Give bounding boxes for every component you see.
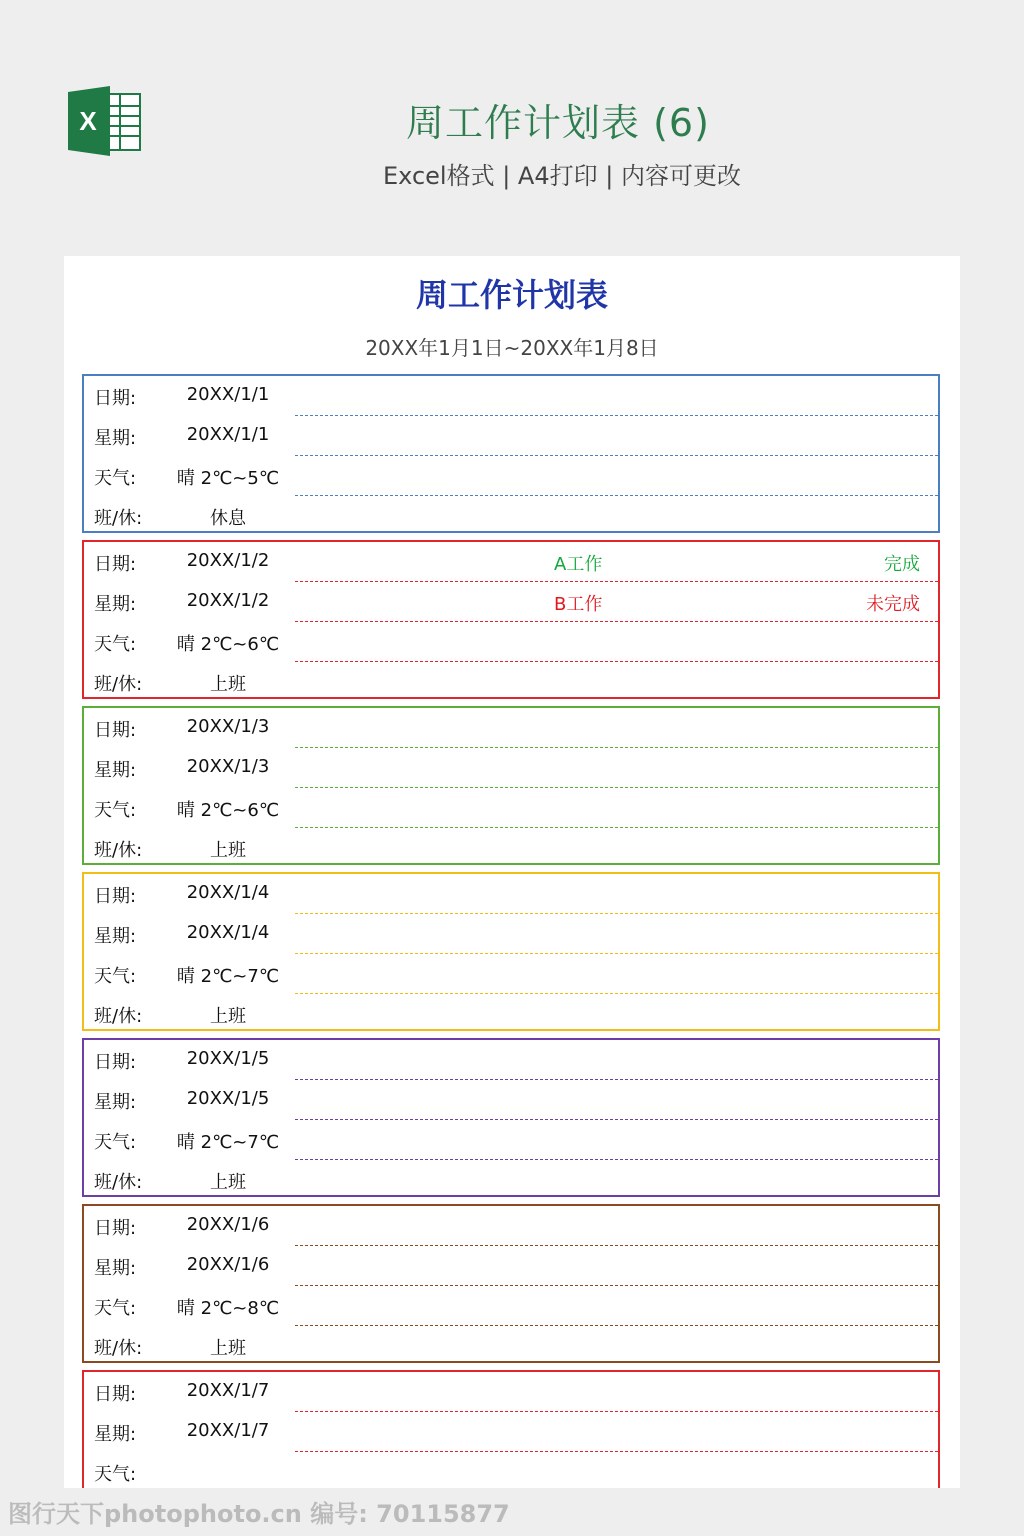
shift-value[interactable]: 上班 <box>210 1172 246 1193</box>
day-block <box>82 872 940 1031</box>
date-value[interactable]: 20XX/1/5 <box>186 1048 270 1069</box>
weather-value[interactable]: 晴 2℃~7℃ <box>176 1132 280 1153</box>
shift-label: 班/休: <box>94 1338 143 1359</box>
task-line[interactable] <box>295 913 938 914</box>
task-line[interactable] <box>295 993 938 994</box>
task-line[interactable] <box>295 495 938 496</box>
task-line[interactable] <box>295 747 938 748</box>
task-line[interactable] <box>295 1245 938 1246</box>
day-block <box>82 374 940 533</box>
weekday-label: 星期: <box>94 926 137 947</box>
weekday-value[interactable]: 20XX/1/1 <box>186 424 270 445</box>
weekday-label: 星期: <box>94 760 137 781</box>
date-value[interactable]: 20XX/1/7 <box>186 1380 270 1401</box>
day-block <box>82 706 940 865</box>
task-line[interactable] <box>295 953 938 954</box>
weekday-label: 星期: <box>94 428 137 449</box>
worksheet <box>64 256 960 1488</box>
weekday-label: 星期: <box>94 1092 137 1113</box>
weekday-label: 星期: <box>94 1424 137 1445</box>
date-value[interactable]: 20XX/1/3 <box>186 716 270 737</box>
weekday-value[interactable]: 20XX/1/3 <box>186 756 270 777</box>
shift-label: 班/休: <box>94 840 143 861</box>
sheet-title: 周工作计划表 <box>415 276 608 314</box>
weather-value[interactable]: 晴 2℃~7℃ <box>176 966 280 987</box>
weather-value[interactable]: 晴 2℃~6℃ <box>176 634 280 655</box>
weather-label: 天气: <box>94 1298 137 1319</box>
shift-value[interactable]: 上班 <box>210 840 246 861</box>
task-line[interactable] <box>295 1325 938 1326</box>
weekday-value[interactable]: 20XX/1/2 <box>186 590 270 611</box>
shift-value[interactable]: 上班 <box>210 674 246 695</box>
weather-label: 天气: <box>94 966 137 987</box>
task-line[interactable] <box>295 415 938 416</box>
weather-value[interactable]: 晴 2℃~6℃ <box>176 800 280 821</box>
page-title: 周工作计划表 (6) <box>406 101 710 145</box>
task-name[interactable]: A工作 <box>554 554 603 575</box>
date-value[interactable]: 20XX/1/2 <box>186 550 270 571</box>
weather-label: 天气: <box>94 468 137 489</box>
date-label: 日期: <box>94 886 137 907</box>
weekday-value[interactable]: 20XX/1/5 <box>186 1088 270 1109</box>
weather-label: 天气: <box>94 1464 137 1485</box>
header <box>0 0 1024 240</box>
shift-label: 班/休: <box>94 1006 143 1027</box>
shift-value[interactable]: 休息 <box>210 508 246 529</box>
weather-label: 天气: <box>94 634 137 655</box>
task-line[interactable] <box>295 1285 938 1286</box>
date-label: 日期: <box>94 720 137 741</box>
weekday-label: 星期: <box>94 594 137 615</box>
weekday-label: 星期: <box>94 1258 137 1279</box>
day-block <box>82 1204 940 1363</box>
task-status[interactable]: 未完成 <box>866 594 920 615</box>
svg-text:X: X <box>79 106 97 136</box>
weekday-value[interactable]: 20XX/1/7 <box>186 1420 270 1441</box>
shift-label: 班/休: <box>94 508 143 529</box>
date-label: 日期: <box>94 388 137 409</box>
task-line[interactable] <box>295 1159 938 1160</box>
date-range: 20XX年1月1日~20XX年1月8日 <box>365 336 659 360</box>
task-line[interactable] <box>295 1079 938 1080</box>
task-line[interactable] <box>295 455 938 456</box>
date-label: 日期: <box>94 1384 137 1405</box>
shift-value[interactable]: 上班 <box>210 1338 246 1359</box>
day-block <box>82 540 940 699</box>
shift-value[interactable]: 上班 <box>210 1006 246 1027</box>
date-label: 日期: <box>94 1052 137 1073</box>
day-block <box>82 1038 940 1197</box>
task-line[interactable] <box>295 581 938 582</box>
date-label: 日期: <box>94 554 137 575</box>
weather-value[interactable]: 晴 2℃~8℃ <box>176 1298 280 1319</box>
shift-label: 班/休: <box>94 1172 143 1193</box>
task-line[interactable] <box>295 621 938 622</box>
task-line[interactable] <box>295 787 938 788</box>
day-block <box>82 1370 940 1488</box>
date-value[interactable]: 20XX/1/1 <box>186 384 270 405</box>
task-line[interactable] <box>295 827 938 828</box>
task-name[interactable]: B工作 <box>554 594 603 615</box>
date-value[interactable]: 20XX/1/4 <box>186 882 270 903</box>
date-value[interactable]: 20XX/1/6 <box>186 1214 270 1235</box>
task-status[interactable]: 完成 <box>884 554 920 575</box>
watermark: 图行天下photophoto.cn 编号: 70115877 <box>8 1500 510 1528</box>
task-line[interactable] <box>295 1411 938 1412</box>
task-line[interactable] <box>295 1451 938 1452</box>
date-label: 日期: <box>94 1218 137 1239</box>
shift-label: 班/休: <box>94 674 143 695</box>
task-line[interactable] <box>295 1119 938 1120</box>
weekday-value[interactable]: 20XX/1/6 <box>186 1254 270 1275</box>
weather-label: 天气: <box>94 1132 137 1153</box>
weekday-value[interactable]: 20XX/1/4 <box>186 922 270 943</box>
page-subtitle: Excel格式 | A4打印 | 内容可更改 <box>383 162 741 190</box>
task-line[interactable] <box>295 661 938 662</box>
weather-value[interactable]: 晴 2℃~5℃ <box>176 468 280 489</box>
weather-label: 天气: <box>94 800 137 821</box>
